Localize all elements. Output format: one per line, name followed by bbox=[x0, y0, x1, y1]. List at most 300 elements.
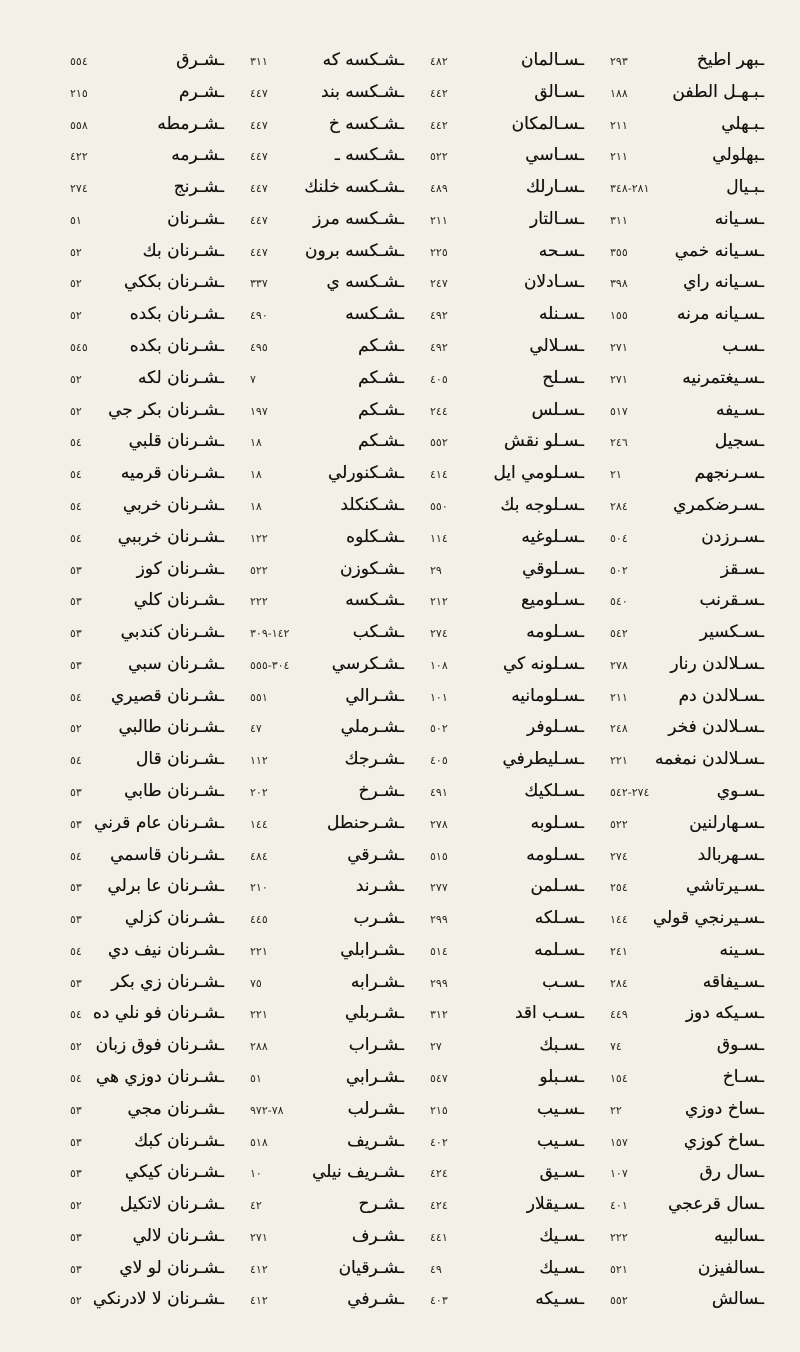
entry-page-number: ٥٢ bbox=[70, 372, 82, 386]
entry-term: ـشـرنان لكه bbox=[138, 367, 224, 388]
entry-page-number: ٥٤٧ bbox=[430, 1072, 448, 1085]
index-entry bbox=[70, 874, 224, 898]
entry-page-number: ٢١٥ bbox=[430, 1103, 448, 1117]
index-entry bbox=[430, 366, 584, 390]
entry-term: ـسـلس bbox=[531, 399, 584, 420]
entry-page-number: ٥٢٢ bbox=[430, 150, 448, 164]
entry-term: ـشـكسه bbox=[345, 304, 404, 325]
entry-page-number: ٤٤٧ bbox=[250, 245, 268, 259]
index-entry bbox=[430, 779, 584, 803]
entry-page-number: ٣٠٤-٥٥٥ bbox=[250, 658, 290, 672]
index-entry bbox=[70, 684, 224, 708]
entry-term: ـشـرنان كبك bbox=[134, 1130, 224, 1151]
entry-term: ـشـرنان عام قرني bbox=[94, 812, 224, 833]
entry-term: ـسـلومه bbox=[526, 844, 584, 865]
entry-page-number: ٥٢٢ bbox=[610, 817, 628, 831]
index-entry bbox=[610, 1224, 764, 1248]
entry-page-number: ٢٩ bbox=[430, 563, 442, 577]
entry-term: ـشـربلي bbox=[344, 1003, 404, 1024]
entry-page-number: ٢١١ bbox=[610, 118, 628, 132]
entry-page-number: ٥٣ bbox=[70, 627, 82, 641]
index-entry bbox=[430, 175, 584, 199]
index-entry bbox=[610, 461, 764, 485]
entry-page-number: ٢٧٤ bbox=[70, 182, 88, 196]
entry-term: ـشـريف نيلي bbox=[312, 1162, 404, 1183]
entry-page-number: ٢٥٤ bbox=[610, 881, 628, 895]
entry-term: ـسـاخ bbox=[722, 1067, 764, 1087]
entry-term: ـسـحه bbox=[538, 240, 584, 261]
entry-page-number: ٥٣ bbox=[70, 817, 82, 831]
index-entry bbox=[250, 684, 404, 708]
entry-term: ـشـرنان زي بكر bbox=[111, 971, 224, 992]
index-entry bbox=[70, 970, 224, 994]
entry-page-number: ٤٤٧ bbox=[250, 182, 268, 196]
entry-page-number: ٢١١ bbox=[610, 150, 628, 164]
index-entry bbox=[430, 493, 584, 517]
index-column bbox=[250, 46, 404, 1312]
entry-term: ـسـيك bbox=[539, 1257, 584, 1278]
index-entry bbox=[250, 1287, 404, 1311]
index-entry bbox=[70, 1160, 224, 1184]
index-entry bbox=[610, 143, 764, 167]
entry-page-number: ٥١٨ bbox=[250, 1135, 268, 1149]
index-entry bbox=[430, 588, 584, 612]
entry-page-number: ٤٤٧ bbox=[250, 150, 268, 164]
index-entry bbox=[430, 684, 584, 708]
entry-page-number: ٤٨٩ bbox=[430, 182, 448, 196]
index-entry bbox=[250, 48, 404, 72]
entry-term: ـسـوق bbox=[716, 1035, 764, 1056]
entry-page-number: ٤٩٠ bbox=[250, 309, 268, 323]
entry-page-number: ٥٥٢ bbox=[430, 436, 448, 450]
index-entry bbox=[70, 302, 224, 326]
entry-page-number: ٤٤١ bbox=[430, 1230, 448, 1244]
index-entry bbox=[430, 1033, 584, 1057]
entry-page-number: ٢٧٤-٥٤٢ bbox=[610, 785, 650, 799]
entry-page-number: ٢٢١ bbox=[250, 1008, 268, 1022]
index-entry bbox=[430, 112, 584, 136]
entry-page-number: ١٤٤ bbox=[610, 913, 628, 927]
entry-term: ـسـيق bbox=[539, 1162, 584, 1183]
index-entry bbox=[430, 620, 584, 644]
entry-term: ـسـلومي ايل bbox=[493, 463, 584, 484]
entry-term: ـشـكم bbox=[358, 431, 404, 452]
entry-term: ـسـيب bbox=[537, 1098, 584, 1119]
entry-term: ـسالش bbox=[711, 1289, 764, 1310]
entry-page-number: ٣١٢ bbox=[430, 1008, 448, 1022]
entry-term: ـشـريف bbox=[347, 1130, 404, 1151]
index-entry bbox=[430, 48, 584, 72]
entry-term: ـسـهربالد bbox=[697, 844, 764, 865]
entry-page-number: ٢٤١ bbox=[610, 944, 628, 958]
entry-page-number: ٢٧١ bbox=[250, 1230, 268, 1244]
entry-page-number: ٢٤٧ bbox=[430, 277, 448, 291]
entry-term: ـشـرنان عا برلي bbox=[107, 876, 224, 897]
entry-page-number: ٥٤٠ bbox=[610, 595, 628, 609]
index-entry bbox=[610, 1129, 764, 1153]
index-entry bbox=[610, 684, 764, 708]
entry-term: ـسـالتار bbox=[529, 208, 584, 229]
entry-page-number: ٥٣ bbox=[70, 913, 82, 927]
entry-term: ـشـرنان لو لاي bbox=[119, 1257, 224, 1278]
index-entry bbox=[70, 1033, 224, 1057]
entry-page-number: ٤٠٢ bbox=[430, 1135, 448, 1149]
index-entry bbox=[70, 239, 224, 263]
index-entry bbox=[70, 461, 224, 485]
index-entry bbox=[610, 715, 764, 739]
entry-term: ـسـب bbox=[722, 336, 764, 357]
entry-term: ـشـرق bbox=[176, 50, 224, 70]
entry-term: ـسـلوميع bbox=[521, 590, 584, 611]
index-entry bbox=[70, 207, 224, 231]
entry-page-number: ٣١١ bbox=[250, 55, 268, 68]
entry-term: ـسـليطرفي bbox=[502, 749, 584, 770]
entry-term: ـشـرنان قرميه bbox=[120, 463, 224, 484]
entry-page-number: ٥٤ bbox=[70, 531, 82, 545]
index-entry bbox=[430, 906, 584, 930]
entry-term: ـسـبلو bbox=[539, 1067, 584, 1087]
index-entry bbox=[610, 270, 764, 294]
index-entry bbox=[250, 1192, 404, 1216]
entry-term: ـبهر اطيخ bbox=[696, 50, 764, 70]
index-entry bbox=[430, 239, 584, 263]
entry-term: ـسـلوفر bbox=[526, 717, 584, 738]
entry-term: ـسـوي bbox=[716, 780, 764, 801]
entry-term: ـشـرنان قال bbox=[136, 749, 224, 770]
entry-term: ـشـرنان فو نلي ده bbox=[92, 1003, 224, 1024]
entry-term: ـشـكم bbox=[358, 336, 404, 357]
index-entry bbox=[610, 112, 764, 136]
entry-page-number: ٤٤٧ bbox=[250, 86, 268, 100]
entry-page-number: ٢٧ bbox=[430, 1040, 442, 1054]
entry-term: ـسـلومانيه bbox=[511, 685, 584, 706]
index-entry bbox=[70, 1287, 224, 1311]
entry-page-number: ٢٨٨ bbox=[250, 1040, 268, 1054]
entry-page-number: ٥٠٢ bbox=[430, 722, 448, 736]
entry-page-number: ٢١١ bbox=[430, 213, 448, 227]
entry-term: ـشـرنج bbox=[173, 177, 224, 198]
entry-term: ـسـلمن bbox=[530, 876, 584, 897]
entry-page-number: ٥٣ bbox=[70, 881, 82, 895]
index-entry bbox=[70, 1129, 224, 1153]
entry-page-number: ٢٧٨ bbox=[610, 658, 628, 672]
index-entry bbox=[430, 461, 584, 485]
index-entry bbox=[430, 302, 584, 326]
entry-term: ـشـرب bbox=[353, 908, 404, 929]
entry-term: ـشـرنان كوز bbox=[136, 558, 224, 579]
entry-page-number: ١٠ bbox=[250, 1167, 262, 1181]
entry-page-number: ٢٧٤ bbox=[430, 627, 448, 641]
entry-term: ـشـرنان نيف دي bbox=[107, 939, 224, 960]
index-entry bbox=[430, 1256, 584, 1280]
entry-page-number: ٥٣ bbox=[70, 595, 82, 609]
entry-term: ـشـرلب bbox=[347, 1098, 404, 1119]
entry-page-number: ٤٢ bbox=[250, 1199, 262, 1213]
entry-term: ـشـراب bbox=[348, 1035, 404, 1056]
index-entry bbox=[70, 1065, 224, 1089]
entry-term: ـساخ كوزي bbox=[683, 1130, 764, 1151]
entry-page-number: ٥٥٨ bbox=[70, 118, 88, 132]
index-entry bbox=[250, 1160, 404, 1184]
index-entry bbox=[610, 874, 764, 898]
entry-page-number: ٥٣ bbox=[70, 1262, 82, 1276]
index-entry bbox=[430, 652, 584, 676]
entry-term: ـسـلوغيه bbox=[521, 526, 584, 547]
index-entry bbox=[250, 557, 404, 581]
entry-page-number: ٥٤ bbox=[70, 1072, 82, 1085]
index-entry bbox=[70, 398, 224, 422]
entry-page-number: ٢١٠ bbox=[250, 881, 268, 895]
entry-page-number: ٥٣ bbox=[70, 1103, 82, 1117]
entry-page-number: ٤٠٣ bbox=[430, 1294, 448, 1308]
entry-term: ـشـرنان دوزي هي bbox=[95, 1067, 224, 1087]
index-entry bbox=[70, 620, 224, 644]
entry-page-number: ٢٢ bbox=[610, 1103, 622, 1117]
index-entry bbox=[610, 429, 764, 453]
entry-page-number: ٥٠٢ bbox=[610, 563, 628, 577]
index-entry bbox=[70, 588, 224, 612]
entry-page-number: ٢٧٨ bbox=[430, 817, 448, 831]
index-entry bbox=[610, 620, 764, 644]
entry-page-number: ٢٧٧ bbox=[430, 881, 448, 895]
entry-page-number: ٢٩٩ bbox=[430, 913, 448, 927]
index-entry bbox=[430, 207, 584, 231]
entry-page-number: ١٠٨ bbox=[430, 658, 448, 672]
entry-term: ـشـرنان كلي bbox=[133, 590, 224, 611]
index-entry bbox=[430, 1001, 584, 1025]
entry-page-number: ٢٧١ bbox=[610, 372, 628, 386]
entry-page-number: ٥٢ bbox=[70, 1040, 82, 1054]
index-entry bbox=[430, 843, 584, 867]
entry-term: ـشـرنان كزلي bbox=[124, 908, 224, 929]
entry-page-number: ١٤٤ bbox=[250, 817, 268, 831]
entry-term: ـسـيكه دوز bbox=[685, 1003, 764, 1024]
entry-term: ـسـرضكمري bbox=[673, 494, 764, 515]
index-entry bbox=[70, 811, 224, 835]
entry-page-number: ٥٤٥ bbox=[70, 341, 88, 355]
entry-page-number: ٧٤ bbox=[610, 1040, 622, 1054]
entry-page-number: ٥٥٠ bbox=[430, 499, 448, 513]
index-entry bbox=[610, 588, 764, 612]
entry-term: ـسـلكيك bbox=[524, 780, 584, 801]
entry-term: ـشـرخ bbox=[358, 780, 404, 801]
entry-term: ـسـيكه bbox=[535, 1289, 584, 1310]
index-entry bbox=[610, 525, 764, 549]
index-entry bbox=[250, 334, 404, 358]
entry-page-number: ٥٤ bbox=[70, 499, 82, 513]
index-entry bbox=[70, 1256, 224, 1280]
entry-term: ـسـيرنجي قولي bbox=[652, 908, 764, 929]
index-entry bbox=[610, 906, 764, 930]
entry-term: ـشـرنان بكده bbox=[129, 336, 224, 357]
entry-page-number: ١٤٢-٣٠٩ bbox=[250, 627, 290, 641]
index-entry bbox=[610, 1097, 764, 1121]
index-entry bbox=[250, 112, 404, 136]
index-entry bbox=[430, 80, 584, 104]
index-entry bbox=[250, 1097, 404, 1121]
index-entry bbox=[430, 938, 584, 962]
index-entry bbox=[610, 1160, 764, 1184]
entry-term: ـشـكسه خ bbox=[328, 113, 404, 134]
entry-term: ـشـرابي bbox=[345, 1067, 404, 1087]
entry-term: ـشـكسه bbox=[345, 590, 404, 611]
entry-page-number: ١٨٨ bbox=[610, 86, 628, 100]
entry-term: ـسـبك bbox=[539, 1035, 584, 1056]
index-entry bbox=[70, 779, 224, 803]
index-entry bbox=[430, 874, 584, 898]
entry-term: ـسـيفه bbox=[716, 399, 764, 420]
index-entry bbox=[70, 493, 224, 517]
index-entry bbox=[430, 970, 584, 994]
entry-page-number: ٥٢ bbox=[70, 404, 82, 418]
index-entry bbox=[70, 1001, 224, 1025]
index-entry bbox=[250, 239, 404, 263]
entry-page-number: ٣٥٥ bbox=[610, 245, 628, 259]
entry-term: ـسـلوبه bbox=[530, 812, 584, 833]
entry-term: ـشـرنان خربي bbox=[122, 494, 224, 515]
entry-page-number: ٢٧١ bbox=[610, 341, 628, 355]
entry-page-number: ١١٢ bbox=[250, 754, 268, 768]
index-entry bbox=[250, 429, 404, 453]
index-entry bbox=[430, 398, 584, 422]
index-entry bbox=[70, 48, 224, 72]
index-entry bbox=[610, 207, 764, 231]
entry-term: ـسـيانه راي bbox=[683, 272, 764, 293]
entry-term: ـسـرزدن bbox=[701, 526, 764, 547]
entry-page-number: ٢٩٣ bbox=[610, 55, 628, 68]
index-entry bbox=[610, 302, 764, 326]
index-entry bbox=[430, 429, 584, 453]
entry-term: ـشـرقيان bbox=[338, 1257, 404, 1278]
index-entry bbox=[610, 334, 764, 358]
entry-term: ـسالبيه bbox=[714, 1225, 764, 1246]
index-entry bbox=[250, 970, 404, 994]
index-entry bbox=[610, 1001, 764, 1025]
index-entry bbox=[250, 938, 404, 962]
index-entry bbox=[610, 652, 764, 676]
entry-page-number: ٤٤٢ bbox=[430, 118, 448, 132]
entry-term: ـسـلح bbox=[542, 367, 584, 388]
entry-page-number: ٢٧٤ bbox=[610, 849, 628, 863]
entry-term: ـشـكب bbox=[352, 622, 404, 643]
entry-page-number: ٥٥٤ bbox=[70, 55, 88, 68]
entry-term: ـشـرنان بككي bbox=[124, 272, 224, 293]
index-entry bbox=[430, 525, 584, 549]
index-entry bbox=[250, 302, 404, 326]
entry-term: ـشـكلوه bbox=[346, 526, 404, 547]
index-column bbox=[430, 46, 584, 1312]
index-entry bbox=[250, 779, 404, 803]
entry-term: ـسـقز bbox=[720, 558, 764, 579]
entry-page-number: ٤٩٢ bbox=[430, 309, 448, 323]
index-entry bbox=[610, 1065, 764, 1089]
index-entry bbox=[430, 1224, 584, 1248]
index-entry bbox=[250, 207, 404, 231]
entry-term: ـسـاسي bbox=[525, 145, 584, 166]
index-entry bbox=[70, 557, 224, 581]
index-entry bbox=[610, 747, 764, 771]
entry-page-number: ٥٣ bbox=[70, 1230, 82, 1244]
entry-term: ـسـلومه bbox=[526, 622, 584, 643]
entry-page-number: ٤٢٢ bbox=[70, 150, 88, 164]
index-entry bbox=[250, 906, 404, 930]
entry-term: ـشـرنان قلبي bbox=[128, 431, 224, 452]
entry-term: ـشـرابلي bbox=[340, 939, 404, 960]
entry-term: ـساخ دوزي bbox=[685, 1098, 764, 1119]
entry-term: ـشـرف bbox=[351, 1225, 404, 1246]
index-entry bbox=[610, 239, 764, 263]
index-entry bbox=[610, 48, 764, 72]
entry-page-number: ٥٢ bbox=[70, 1199, 82, 1213]
entry-page-number: ٥٣ bbox=[70, 563, 82, 577]
entry-term: ـشـكسه مرز bbox=[313, 208, 404, 229]
entry-term: ـشـكم bbox=[358, 367, 404, 388]
entry-page-number: ٥٤ bbox=[70, 754, 82, 768]
index-entry bbox=[70, 1192, 224, 1216]
entry-page-number: ٥٥١ bbox=[250, 690, 268, 704]
entry-term: ـشـرجك bbox=[344, 749, 404, 770]
entry-term: ـشـكسه ي bbox=[326, 272, 404, 293]
entry-page-number: ٥٢٢ bbox=[250, 563, 268, 577]
entry-page-number: ٢١٥ bbox=[70, 86, 88, 100]
entry-page-number: ٣٣٧ bbox=[250, 277, 268, 291]
entry-term: ـشـرنان قاسمي bbox=[110, 844, 224, 865]
entry-page-number: ٥٣ bbox=[70, 1167, 82, 1181]
entry-page-number: ٤٩ bbox=[430, 1262, 442, 1276]
index-entry bbox=[430, 270, 584, 294]
entry-term: ـسـيقلار bbox=[526, 1194, 584, 1215]
entry-term: ـسـب bbox=[542, 971, 584, 992]
index-entry bbox=[430, 747, 584, 771]
index-entry bbox=[610, 1192, 764, 1216]
entry-term: ـسـيغتمرنيه bbox=[682, 367, 764, 388]
index-entry bbox=[250, 1065, 404, 1089]
index-entry bbox=[430, 1287, 584, 1311]
entry-term: ـسـادلان bbox=[523, 272, 584, 293]
entry-page-number: ٥٤ bbox=[70, 849, 82, 863]
index-column bbox=[70, 46, 224, 1312]
entry-term: ـسـلالدن رنار bbox=[670, 653, 764, 674]
entry-term: ـبـيال bbox=[726, 177, 764, 198]
entry-page-number: ٧٥ bbox=[250, 976, 262, 990]
entry-term: ـسـيرتاشي bbox=[686, 876, 764, 897]
entry-page-number: ٤٠٥ bbox=[430, 372, 448, 386]
entry-term: ـسـلوقي bbox=[522, 558, 584, 579]
entry-page-number: ٥٣ bbox=[70, 976, 82, 990]
entry-page-number: ٥٤ bbox=[70, 944, 82, 958]
entry-page-number: ١٥٧ bbox=[610, 1135, 628, 1149]
index-entry bbox=[610, 493, 764, 517]
entry-page-number: ٢٢١ bbox=[250, 944, 268, 958]
entry-term: ـسجيل bbox=[714, 431, 764, 452]
entry-term: ـشـرنان لا لادرنكي bbox=[92, 1289, 224, 1310]
entry-page-number: ٥١٤ bbox=[430, 944, 448, 958]
entry-page-number: ٥٢ bbox=[70, 309, 82, 323]
entry-page-number: ٢١ bbox=[610, 468, 622, 482]
index-entry bbox=[610, 1033, 764, 1057]
entry-term: ـشـكسه بند bbox=[321, 81, 404, 102]
entry-page-number: ٥٤ bbox=[70, 468, 82, 482]
entry-term: ـشـكوزن bbox=[340, 558, 404, 579]
entry-page-number: ١٨ bbox=[250, 468, 262, 482]
entry-page-number: ٣١١ bbox=[610, 213, 628, 227]
entry-page-number: ٥١٧ bbox=[610, 404, 628, 418]
entry-term: ـشـكسه برون bbox=[304, 240, 404, 261]
entry-page-number: ٤٨٢ bbox=[430, 55, 448, 68]
entry-page-number: ٢١١ bbox=[610, 690, 628, 704]
index-entry bbox=[250, 525, 404, 549]
entry-term: ـشـكسه كه bbox=[322, 50, 404, 70]
